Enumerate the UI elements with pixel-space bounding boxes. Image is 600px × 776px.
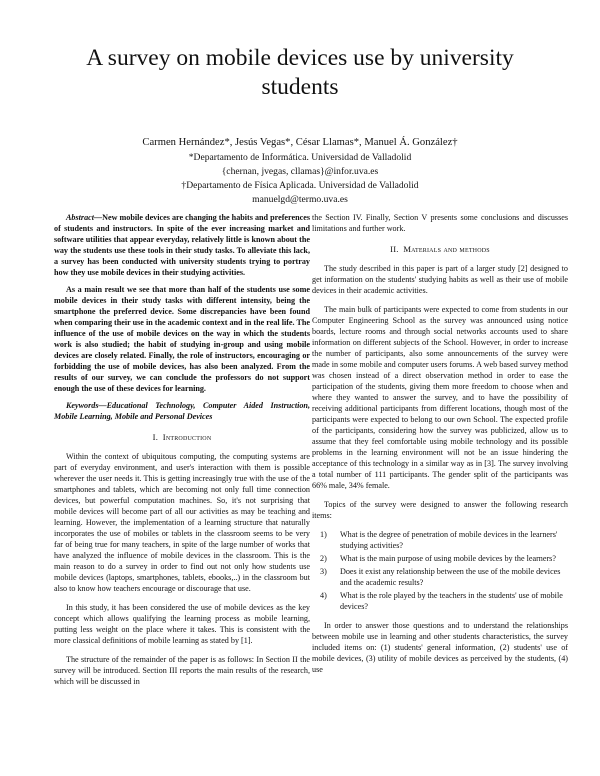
methods-paragraph-2: The main bulk of participants were expected to come from students in our Computer Engineering School as the survey was announced using notice boards, lecture rooms and through social networks accounts used to share information on different subjects of the School. However, in order to increase the number of participants, also some announcements of the survey were made in some mobile and computer users forums. A web based survey method was chosen instead of a direct observation method in order to ease the participation of the students, giving them more freedom to choose when and where they wanted to answer the survey, and to have the possibility of receiving additional participants from different locations, though most of the participants were expected to belong to our own School. The expected profile of the participants, considering how the survey was publicized, allow us to assume that they feel comfortable using mobile technology and its possible problems in the learning environment will not be an issue hindering the acceptance of this technology in a similar way as in [3]. The survey involving a total number of 111 participants. The gender split of the participants was 66% male, 34% female. xyxy=(312,305,568,490)
left-column xyxy=(54,212,310,687)
list-item: 3) Does it exist any relationship between the use of the mobile devices and the academic results? xyxy=(320,567,561,587)
list-item: 2) What is the main purpose of using mobile devices by the learners? xyxy=(320,554,556,563)
methods-paragraph-4: In order to answer those questions and to understand the relationships between mobile use in learning and other students characteristics, the survey included items on: (1) students' general information, (2) students' use of mobile devices, (3) utility of mobile devices as perceived by the students, (4) use xyxy=(312,621,568,674)
methods-paragraph-3: Topics of the survey were designed to answer the following research items: xyxy=(312,500,568,520)
intro-paragraph-1: Within the context of ubiquitous computing, the computing systems are part of everyday environment, and user's interaction with them is possible wherever the user needs it. This is getting increasingly true with the use of the smartphones and tablets, which are becoming not only full time connection devices, but powerful computation machines. So, it's not surprising that mobile devices will become part of all our activities as may be teaching and learning. However, the implementation of a learning structure that naturally incorporates the use of mobiles or tablets in the classroom seems to be very far of being true for many teachers, in spite of the large number of works that have analyzed the influence of mobile devices in the classroom. This is the main reason to do a survey in order to find out not only how students use mobile devices (laptops, smartphones, tablets, ebooks,..) in the classroom but also to know how teachers encourage or discourage that use. xyxy=(54,452,310,593)
affiliation-2: †Departamento de Física Aplicada. Universidad de Valladolid xyxy=(181,180,419,191)
methods-paragraph-1: The study described in this paper is part of a larger study [2] designed to get information on the students' studying habits as well as their use of mobile devices in their academic activities. xyxy=(312,264,568,295)
section-heading-introduction: I. Introduction xyxy=(152,432,212,442)
intro-paragraph-3: The structure of the remainder of the paper is as follows: In Section II the survey will be introduced. Section III reports the main results of the research, which will be discussed in xyxy=(54,655,310,686)
abstract-label: Abstract— xyxy=(66,213,103,222)
section-heading-materials: II. Materials and methods xyxy=(390,244,490,254)
affiliation-1: *Departamento de Informática. Universidad de Valladolid xyxy=(188,152,412,163)
abstract-paragraph-2: As a main result we see that more than half of the students use some mobile devices in their study tasks with different intensity, being the smartphone the preferred device. Some discrepancies have been found when comparing their use in the academic context and in the real life. The influence of the use of mobile devices on the way in which the students work is also studied; the habit of studying in-group and using mobile devices are closely related. Finally, the role of instructors, encouraging or forbidding the use of mobile devices, has also been analyzed. From the results of our survey, we can conclude the professors do not support enough the use of these devices for learning. xyxy=(54,285,310,393)
abstract-paragraph-1: Abstract—New mobile devices are changing the habits and preferences of students and instructors. In spite of the ever increasing market and software utilities that appear everyday, relatively little is known about the way the students use these tools in their study tasks. To alleviate this lack, a survey has been conducted with university students trying to portray how they use mobile devices in their studying activities. xyxy=(54,213,310,277)
intro-paragraph-2: In this study, it has been considered the use of mobile devices as the key concept which allows qualifying the learning process as mobile learning, putting less weight on the place where it takes. This is consistent with the more classical definitions of mobile learning as stated by [1]. xyxy=(54,603,310,645)
email-1: {chernan, jvegas, cllamas}@infor.uva.es xyxy=(221,166,379,177)
right-column xyxy=(312,212,568,675)
list-item: 1) What is the degree of penetration of mobile devices in the learners' studying activities? xyxy=(320,530,558,550)
list-item: 4) What is the role played by the teachers in the students' use of mobile devices? xyxy=(320,591,563,611)
research-items-list xyxy=(312,529,568,612)
email-2: manuelgd@termo.uva.es xyxy=(252,194,348,205)
paper-title: A survey on mobile devices use by university students xyxy=(86,45,514,100)
intro-paragraph-3-continued: the Section IV. Finally, Section V presents some conclusions and discusses limitations and further work. xyxy=(312,213,568,233)
author-list: Carmen Hernández*, Jesús Vegas*, César Llamas*, Manuel Á. González† xyxy=(142,137,458,148)
keywords: Keywords—Educational Technology, Computer Aided Instruction, Mobile Learning, Mobile and Personal Devices xyxy=(54,401,310,421)
